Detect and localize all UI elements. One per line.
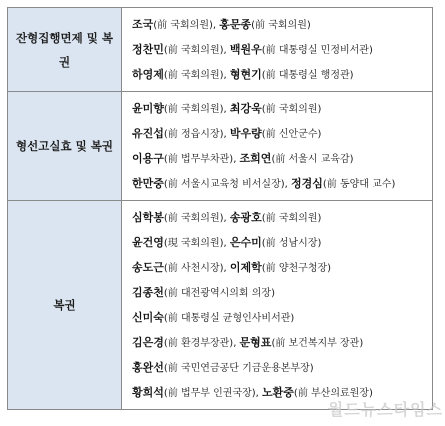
person-name: 정경심 — [291, 177, 323, 190]
watermark: 월드뉴스타임스 — [327, 400, 443, 419]
separator: , — [223, 45, 230, 56]
category-cell: 복권 — [8, 201, 122, 410]
person-role: (前 서울시 교육감) — [271, 154, 354, 165]
person-role: (前 국회의원) — [163, 70, 224, 81]
list-item — [132, 280, 432, 305]
person-name: 신미숙 — [132, 311, 164, 324]
person-name: 송광호 — [229, 211, 262, 224]
person-role: (前 신안군수) — [261, 129, 322, 140]
person-name: 조국 — [132, 18, 154, 31]
separator: , — [223, 238, 230, 249]
person-name: 백원우 — [229, 43, 262, 56]
person-name: 노환중 — [262, 386, 294, 399]
person-name: 윤미향 — [132, 102, 164, 115]
separator: , — [223, 70, 230, 81]
separator: , — [255, 388, 263, 399]
person-role: (前 국회의원) — [153, 20, 213, 31]
separator: , — [212, 20, 220, 31]
person-name: 박우량 — [229, 127, 262, 140]
person-role: (前 사천시장) — [163, 263, 224, 274]
person-name: 심학봉 — [132, 211, 164, 224]
person-role: (前 국민연금공단 기금운용본부장) — [163, 363, 314, 374]
list-item — [132, 62, 432, 87]
person-name: 황희석 — [132, 386, 164, 399]
list-item — [132, 230, 432, 255]
separator: , — [223, 129, 230, 140]
list-item — [132, 305, 432, 330]
names-cell — [122, 8, 433, 92]
person-role: (前 국회의원) — [163, 213, 224, 224]
person-role: (前 국회의원) — [251, 20, 311, 31]
person-name: 윤건영 — [132, 236, 164, 249]
person-role: (前 대전광역시의회 의장) — [163, 288, 275, 299]
list-item — [132, 255, 432, 280]
list-item — [132, 355, 432, 380]
category-cell: 형선고실효 및 복권 — [8, 92, 122, 201]
list-item — [132, 330, 432, 355]
separator: , — [284, 179, 292, 190]
list-item — [132, 171, 432, 196]
separator: , — [233, 338, 240, 349]
separator: , — [233, 154, 240, 165]
person-name: 홍완선 — [132, 361, 164, 374]
separator: , — [223, 104, 230, 115]
person-role: (前 부산의료원장) — [293, 388, 373, 399]
person-role: (前 보건복지부 장관) — [271, 338, 364, 349]
list-item — [132, 37, 432, 62]
person-role: (前 국회의원) — [163, 45, 224, 56]
table-row — [8, 201, 433, 410]
table-row — [8, 8, 433, 92]
person-role: (前 환경부장관) — [163, 338, 234, 349]
person-role: (前 법무부차관) — [163, 154, 234, 165]
person-name: 최강욱 — [229, 102, 262, 115]
person-name: 이용구 — [132, 152, 164, 165]
names-cell — [122, 92, 433, 201]
person-name: 이제학 — [229, 261, 262, 274]
category-cell: 잔형집행면제 및 복권 — [8, 8, 122, 92]
person-name: 김은경 — [132, 336, 164, 349]
person-role: (前 성남시장) — [261, 238, 322, 249]
separator: , — [223, 213, 230, 224]
list-item — [132, 121, 432, 146]
person-name: 문형표 — [239, 336, 272, 349]
person-name: 송도근 — [132, 261, 164, 274]
person-name: 하영제 — [132, 68, 164, 81]
person-role: (前 대통령실 행정관) — [261, 70, 354, 81]
list-item — [132, 146, 432, 171]
list-item — [132, 12, 432, 37]
person-role: (前 정읍시장) — [163, 129, 224, 140]
person-name: 은수미 — [229, 236, 262, 249]
person-role: (前 국회의원) — [261, 104, 322, 115]
person-role: (現 국회의원) — [163, 238, 224, 249]
person-name: 홍문종 — [219, 18, 252, 31]
person-role: (前 서울시교육청 비서실장) — [163, 179, 285, 190]
person-name: 조희연 — [239, 152, 272, 165]
pardon-list-table — [7, 7, 433, 410]
person-name: 유진섭 — [132, 127, 164, 140]
person-role: (前 법무부 인권국장) — [163, 388, 256, 399]
person-role: (前 대통령실 균형인사비서관) — [163, 313, 295, 324]
person-role: (前 양천구청장) — [261, 263, 332, 274]
person-name: 한만중 — [132, 177, 164, 190]
names-cell — [122, 201, 433, 410]
person-role: (前 동양대 교수) — [322, 179, 396, 190]
person-role: (前 대통령실 민정비서관) — [261, 45, 373, 56]
person-name: 형현기 — [229, 68, 262, 81]
list-item — [132, 205, 432, 230]
person-name: 김종천 — [132, 286, 164, 299]
person-name: 정찬민 — [132, 43, 164, 56]
person-role: (前 국회의원) — [261, 213, 322, 224]
table-body — [8, 8, 433, 410]
person-role: (前 국회의원) — [163, 104, 224, 115]
list-item — [132, 96, 432, 121]
table-row — [8, 92, 433, 201]
separator: , — [223, 263, 230, 274]
